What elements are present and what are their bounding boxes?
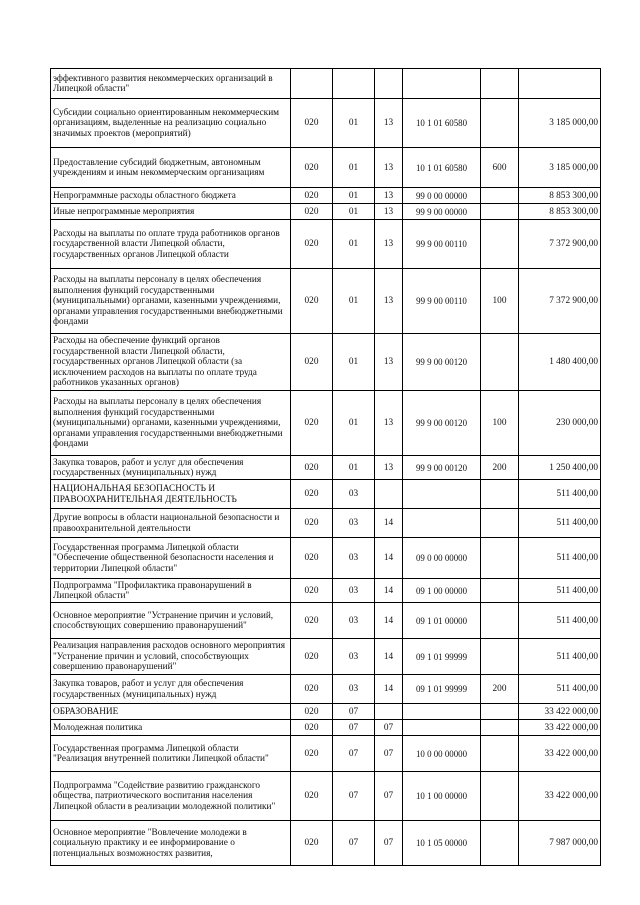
- row-section-code: 07: [333, 704, 375, 720]
- row-subsection-code: 13: [375, 391, 403, 456]
- row-expense-type: [481, 720, 519, 736]
- table-row: [51, 334, 601, 391]
- row-subsection-code: 14: [375, 509, 403, 538]
- row-amount: 3 185 000,00: [519, 148, 601, 188]
- table-row: [51, 579, 601, 603]
- row-subsection-code: 13: [375, 220, 403, 269]
- row-section-code: 01: [333, 204, 375, 220]
- row-subsection-code: 13: [375, 99, 403, 148]
- row-ministry-code: 020: [291, 148, 333, 188]
- row-subsection-code: 07: [375, 772, 403, 821]
- row-subsection-code: 13: [375, 204, 403, 220]
- row-ministry-code: 020: [291, 204, 333, 220]
- row-ministry-code: 020: [291, 391, 333, 456]
- row-name: Другие вопросы в области национальной безопасности и правоохранительной деятельности: [51, 509, 291, 538]
- row-name: Закупка товаров, работ и услуг для обеспечения государственных (муниципальных) нужд: [51, 675, 291, 704]
- row-amount: 511 400,00: [519, 509, 601, 538]
- row-target-code: 99 9 00 00120: [403, 456, 481, 480]
- row-ministry-code: 020: [291, 579, 333, 603]
- row-ministry-code: 020: [291, 538, 333, 579]
- table-row: [51, 509, 601, 538]
- row-section-code: 03: [333, 480, 375, 509]
- row-name: Подпрограмма "Содействие развитию гражданского общества, патриотического воспитания населения Липецкой области в реализации молодежной политики": [51, 772, 291, 821]
- row-section-code: 01: [333, 148, 375, 188]
- row-section-code: 01: [333, 269, 375, 334]
- row-target-code: [403, 720, 481, 736]
- row-expense-type: 200: [481, 456, 519, 480]
- table-row: [51, 639, 601, 675]
- row-name: эффективного развития некоммерческих организаций в Липецкой области": [51, 69, 291, 99]
- row-ministry-code: [291, 69, 333, 99]
- row-subsection-code: 13: [375, 148, 403, 188]
- table-row: [51, 538, 601, 579]
- row-section-code: 03: [333, 538, 375, 579]
- row-section-code: 03: [333, 639, 375, 675]
- row-amount: 511 400,00: [519, 579, 601, 603]
- row-expense-type: [481, 220, 519, 269]
- row-expense-type: [481, 204, 519, 220]
- row-name: Основное мероприятие "Вовлечение молодежи в социальную практику и ее информирование о потенциальных возможностях развития,: [51, 821, 291, 866]
- row-subsection-code: 07: [375, 736, 403, 772]
- row-ministry-code: 020: [291, 456, 333, 480]
- row-ministry-code: 020: [291, 99, 333, 148]
- row-target-code: 09 1 01 00000: [403, 603, 481, 639]
- table-row: [51, 603, 601, 639]
- row-target-code: 99 9 00 00120: [403, 391, 481, 456]
- row-subsection-code: [375, 704, 403, 720]
- row-target-code: 09 1 01 99999: [403, 639, 481, 675]
- row-name: НАЦИОНАЛЬНАЯ БЕЗОПАСНОСТЬ И ПРАВООХРАНИТЕЛЬНАЯ ДЕЯТЕЛЬНОСТЬ: [51, 480, 291, 509]
- row-subsection-code: 13: [375, 456, 403, 480]
- row-name: Непрограммные расходы областного бюджета: [51, 188, 291, 204]
- row-subsection-code: 14: [375, 675, 403, 704]
- row-name: Расходы на выплаты персоналу в целях обеспечения выполнения функций государственными (муниципальными) органами, казенными учреждениями, органами управления государственными внебюджетными фондами: [51, 391, 291, 456]
- row-expense-type: [481, 603, 519, 639]
- row-subsection-code: [375, 69, 403, 99]
- row-amount: 7 372 900,00: [519, 220, 601, 269]
- row-ministry-code: 020: [291, 772, 333, 821]
- row-amount: 230 000,00: [519, 391, 601, 456]
- row-target-code: 10 1 05 00000: [403, 821, 481, 866]
- row-section-code: 01: [333, 456, 375, 480]
- row-target-code: [403, 480, 481, 509]
- row-target-code: 09 0 00 00000: [403, 538, 481, 579]
- row-name: Основное мероприятие "Устранение причин и условий, способствующих совершению правонарушений": [51, 603, 291, 639]
- row-subsection-code: 07: [375, 720, 403, 736]
- row-ministry-code: 020: [291, 220, 333, 269]
- row-section-code: 07: [333, 772, 375, 821]
- row-subsection-code: 14: [375, 538, 403, 579]
- table-row: [51, 675, 601, 704]
- row-subsection-code: 14: [375, 579, 403, 603]
- row-amount: 33 422 000,00: [519, 720, 601, 736]
- row-name: Молодежная политика: [51, 720, 291, 736]
- row-target-code: 10 1 00 00000: [403, 772, 481, 821]
- row-expense-type: 200: [481, 675, 519, 704]
- budget-table-body: [51, 69, 601, 866]
- row-ministry-code: 020: [291, 639, 333, 675]
- table-row: [51, 99, 601, 148]
- row-ministry-code: 020: [291, 480, 333, 509]
- row-expense-type: [481, 639, 519, 675]
- row-expense-type: [481, 188, 519, 204]
- row-expense-type: [481, 821, 519, 866]
- row-name: Иные непрограммные мероприятия: [51, 204, 291, 220]
- row-section-code: 01: [333, 334, 375, 391]
- row-amount: 33 422 000,00: [519, 736, 601, 772]
- row-section-code: 07: [333, 736, 375, 772]
- row-name: Государственная программа Липецкой области "Реализация внутренней политики Липецкой области": [51, 736, 291, 772]
- table-row: [51, 204, 601, 220]
- row-ministry-code: 020: [291, 269, 333, 334]
- row-amount: 511 400,00: [519, 639, 601, 675]
- row-amount: 511 400,00: [519, 675, 601, 704]
- row-amount: 8 853 300,00: [519, 204, 601, 220]
- row-ministry-code: 020: [291, 188, 333, 204]
- row-target-code: [403, 69, 481, 99]
- row-section-code: 03: [333, 675, 375, 704]
- row-name: Расходы на обеспечение функций органов государственной власти Липецкой области, государственных органов Липецкой области (за исключением расходов на выплаты по оплате труда работников указанных органов): [51, 334, 291, 391]
- row-target-code: 10 1 01 60580: [403, 148, 481, 188]
- row-ministry-code: 020: [291, 603, 333, 639]
- row-name: ОБРАЗОВАНИЕ: [51, 704, 291, 720]
- row-expense-type: [481, 509, 519, 538]
- table-row: [51, 148, 601, 188]
- row-name: Расходы на выплаты персоналу в целях обеспечения выполнения функций государственными (муниципальными) органами, казенными учреждениями, органами управления государственными внебюджетными фондами: [51, 269, 291, 334]
- row-expense-type: [481, 579, 519, 603]
- row-ministry-code: 020: [291, 720, 333, 736]
- row-target-code: 99 9 00 00120: [403, 334, 481, 391]
- table-row: [51, 69, 601, 99]
- table-row: [51, 456, 601, 480]
- row-amount: 511 400,00: [519, 603, 601, 639]
- row-section-code: 01: [333, 188, 375, 204]
- table-row: [51, 480, 601, 509]
- row-section-code: 03: [333, 579, 375, 603]
- table-row: [51, 821, 601, 866]
- row-section-code: 01: [333, 220, 375, 269]
- row-section-code: 03: [333, 509, 375, 538]
- row-amount: 511 400,00: [519, 480, 601, 509]
- row-expense-type: [481, 538, 519, 579]
- row-name: Субсидии социально ориентированным некоммерческим организациям, выделенные на реализацию социально значимых проектов (мероприятий): [51, 99, 291, 148]
- row-amount: 8 853 300,00: [519, 188, 601, 204]
- row-subsection-code: 13: [375, 188, 403, 204]
- row-ministry-code: 020: [291, 736, 333, 772]
- row-target-code: [403, 509, 481, 538]
- row-expense-type: 600: [481, 148, 519, 188]
- row-name: Подпрограмма "Профилактика правонарушений в Липецкой области": [51, 579, 291, 603]
- row-target-code: 10 0 00 00000: [403, 736, 481, 772]
- row-amount: 511 400,00: [519, 538, 601, 579]
- row-target-code: 99 9 00 00000: [403, 204, 481, 220]
- table-row: [51, 391, 601, 456]
- row-amount: 1 480 400,00: [519, 334, 601, 391]
- row-amount: [519, 69, 601, 99]
- row-ministry-code: 020: [291, 675, 333, 704]
- row-name: Государственная программа Липецкой области "Обеспечение общественной безопасности населения и территории Липецкой области": [51, 538, 291, 579]
- row-expense-type: 100: [481, 391, 519, 456]
- row-section-code: 03: [333, 603, 375, 639]
- row-section-code: 07: [333, 821, 375, 866]
- row-name: Предоставление субсидий бюджетным, автономным учреждениям и иным некоммерческим организациям: [51, 148, 291, 188]
- row-amount: 33 422 000,00: [519, 704, 601, 720]
- row-expense-type: [481, 480, 519, 509]
- row-subsection-code: 13: [375, 334, 403, 391]
- row-expense-type: [481, 334, 519, 391]
- row-target-code: 99 9 00 00110: [403, 269, 481, 334]
- table-row: [51, 220, 601, 269]
- row-subsection-code: 14: [375, 603, 403, 639]
- row-ministry-code: 020: [291, 509, 333, 538]
- table-row: [51, 704, 601, 720]
- row-name: Расходы на выплаты по оплате труда работников органов государственной власти Липецкой области, государственных органов Липецкой области: [51, 220, 291, 269]
- row-amount: 3 185 000,00: [519, 99, 601, 148]
- row-subsection-code: 07: [375, 821, 403, 866]
- table-row: [51, 188, 601, 204]
- row-section-code: [333, 69, 375, 99]
- row-section-code: 07: [333, 720, 375, 736]
- row-target-code: [403, 704, 481, 720]
- row-amount: 1 250 400,00: [519, 456, 601, 480]
- row-name: Закупка товаров, работ и услуг для обеспечения государственных (муниципальных) нужд: [51, 456, 291, 480]
- row-target-code: 10 1 01 60580: [403, 99, 481, 148]
- row-expense-type: [481, 736, 519, 772]
- row-expense-type: [481, 704, 519, 720]
- row-amount: 7 372 900,00: [519, 269, 601, 334]
- row-name: Реализация направления расходов основного мероприятия "Устранение причин и условий, способствующих совершению правонарушений": [51, 639, 291, 675]
- row-expense-type: [481, 99, 519, 148]
- row-ministry-code: 020: [291, 704, 333, 720]
- row-target-code: 09 1 01 99999: [403, 675, 481, 704]
- row-subsection-code: [375, 480, 403, 509]
- row-expense-type: 100: [481, 269, 519, 334]
- row-ministry-code: 020: [291, 821, 333, 866]
- row-ministry-code: 020: [291, 334, 333, 391]
- row-amount: 33 422 000,00: [519, 772, 601, 821]
- row-subsection-code: 14: [375, 639, 403, 675]
- budget-table: [50, 68, 601, 866]
- table-row: [51, 736, 601, 772]
- row-section-code: 01: [333, 99, 375, 148]
- row-amount: 7 987 000,00: [519, 821, 601, 866]
- table-row: [51, 720, 601, 736]
- table-row: [51, 772, 601, 821]
- row-section-code: 01: [333, 391, 375, 456]
- table-row: [51, 269, 601, 334]
- row-subsection-code: 13: [375, 269, 403, 334]
- row-target-code: 99 9 00 00110: [403, 220, 481, 269]
- row-expense-type: [481, 772, 519, 821]
- row-expense-type: [481, 69, 519, 99]
- row-target-code: 99 0 00 00000: [403, 188, 481, 204]
- row-target-code: 09 1 00 00000: [403, 579, 481, 603]
